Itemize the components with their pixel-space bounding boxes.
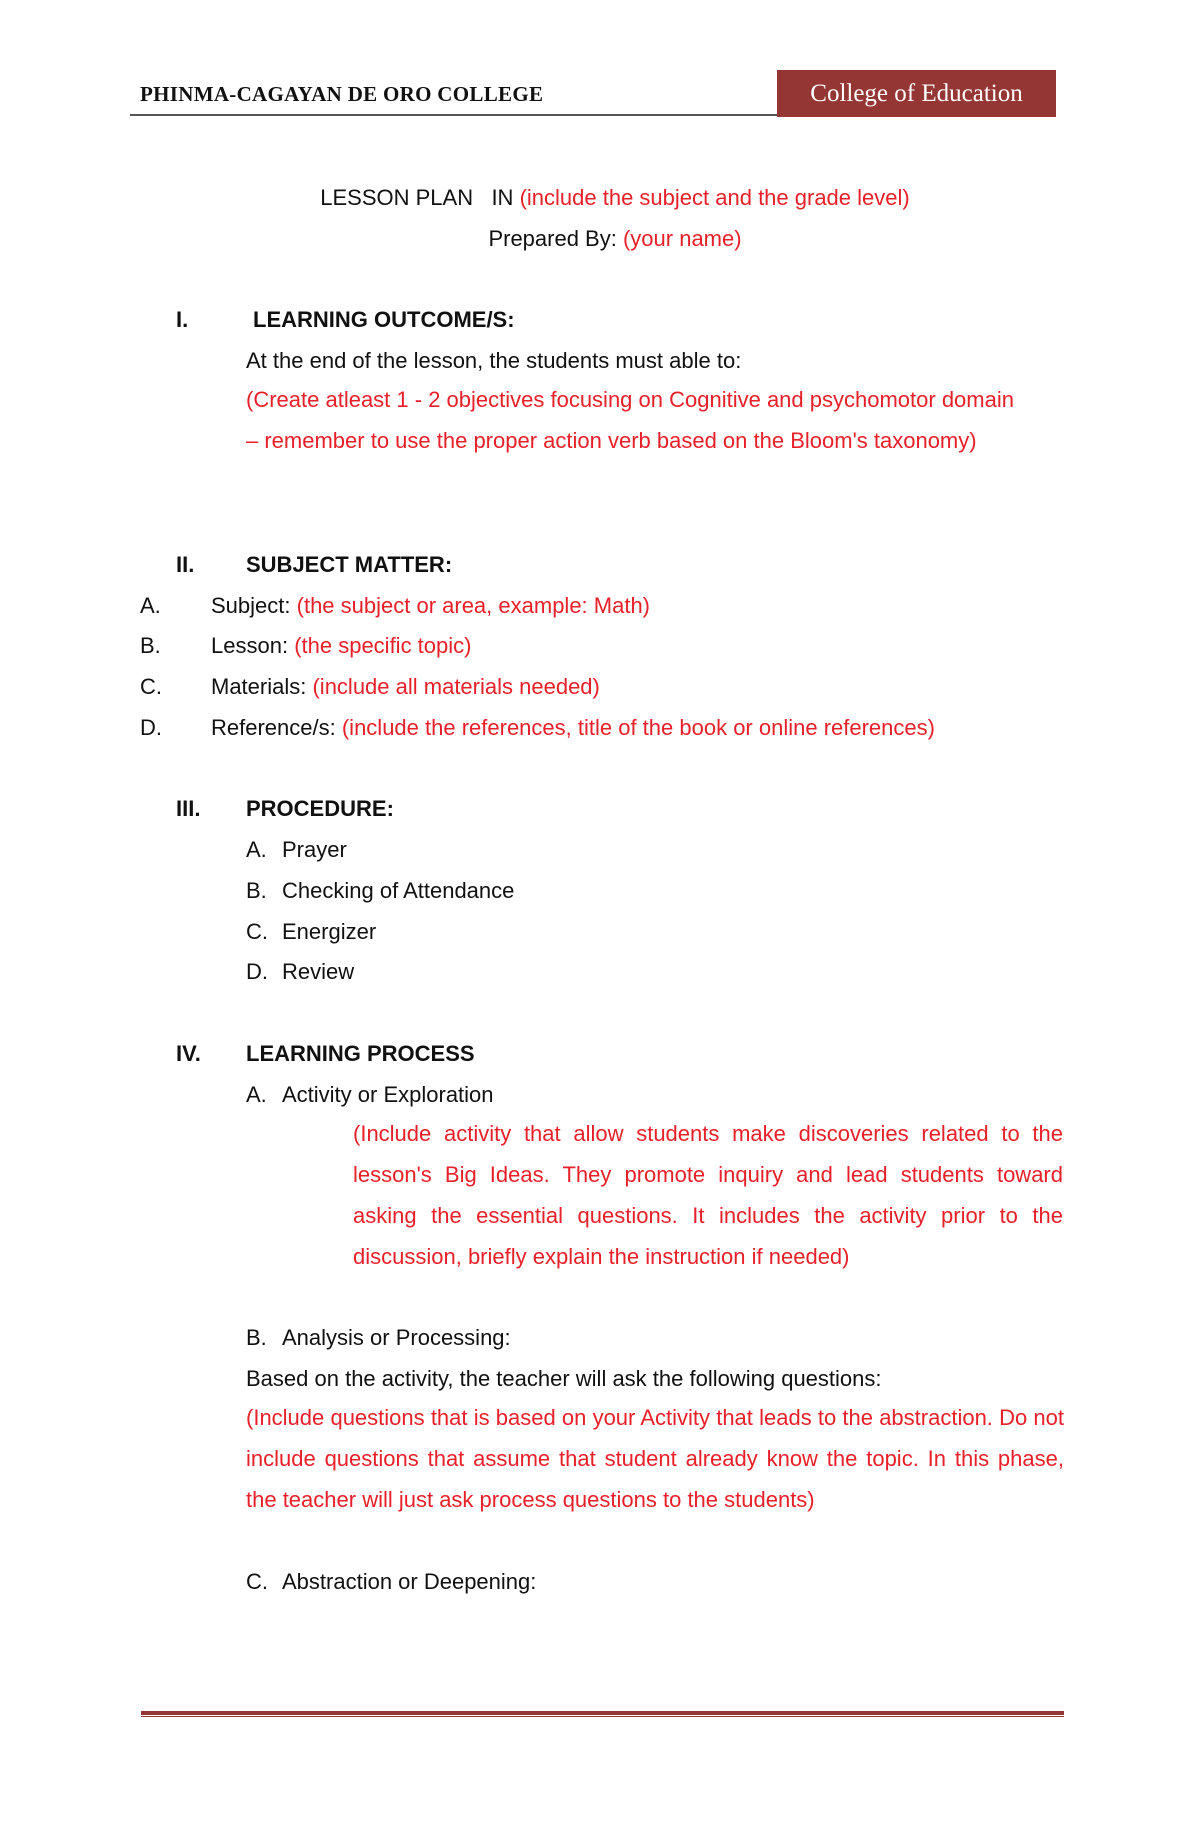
lesson-line — [211, 633, 471, 659]
prepared-label: Prepared By: — [488, 226, 617, 251]
materials-letter: C. — [140, 674, 162, 699]
section4-numeral: IV. — [176, 1041, 201, 1066]
section4-heading: LEARNING PROCESS — [246, 1041, 475, 1066]
lesson-label: Lesson: — [211, 633, 289, 658]
lesson-letter: B. — [140, 633, 161, 658]
prepared-by-line — [0, 226, 1200, 252]
materials-label: Materials: — [211, 674, 307, 699]
prepared-hint: (your name) — [622, 226, 742, 251]
materials-line — [211, 674, 600, 700]
section2-heading: SUBJECT MATTER: — [246, 552, 453, 577]
procedure-letter-c: C. — [246, 919, 268, 944]
procedure-item-prayer: Prayer — [282, 837, 347, 862]
section1-intro: At the end of the lesson, the students must able to: — [246, 348, 742, 373]
lesson-plan-title — [0, 185, 1200, 211]
procedure-letter-d: D. — [246, 959, 268, 984]
procedure-item-review: Review — [282, 959, 355, 984]
procedure-item-attendance: Checking of Attendance — [282, 878, 515, 903]
analysis-label: Analysis or Processing: — [282, 1325, 511, 1350]
section3-numeral: III. — [176, 796, 201, 821]
header-rule — [130, 114, 778, 116]
analysis-intro: Based on the activity, the teacher will ask the following questions: — [246, 1366, 882, 1391]
references-label: Reference/s: — [211, 715, 336, 740]
references-line — [211, 715, 935, 741]
procedure-letter-a: A. — [246, 837, 267, 862]
references-letter: D. — [140, 715, 162, 740]
subject-hint: (the subject or area, example: Math) — [296, 593, 651, 618]
abstraction-letter: C. — [246, 1569, 268, 1594]
activity-hint: (Include activity that allow students make discoveries related to the lesson's Big Ideas. They promote inquiry and lead students toward asking the essential questions. It includes the activity prior to the discussion, briefly explain the instruction if needed) — [353, 1121, 1063, 1269]
title-hint: (include the subject and the grade level) — [519, 185, 910, 210]
abstraction-label: Abstraction or Deepening: — [282, 1569, 537, 1594]
references-hint: (include the references, title of the book or online references) — [341, 715, 935, 740]
materials-hint: (include all materials needed) — [312, 674, 600, 699]
title-prefix: LESSON PLAN IN — [320, 185, 514, 210]
department-badge: College of Education — [777, 70, 1056, 117]
analysis-letter: B. — [246, 1325, 267, 1350]
footer-rule — [141, 1711, 1064, 1717]
analysis-hint: (Include questions that is based on your Activity that leads to the abstraction. Do not include questions that assume that student already know the topic. In this phase, the teacher will just ask process questions to the students) — [246, 1405, 1064, 1512]
college-name: PHINMA-CAGAYAN DE ORO COLLEGE — [140, 82, 544, 106]
activity-label: Activity or Exploration — [282, 1082, 494, 1107]
subject-letter: A. — [140, 593, 161, 618]
section1-heading: LEARNING OUTCOME/S: — [253, 307, 515, 332]
subject-label: Subject: — [211, 593, 291, 618]
section1-numeral: I. — [176, 307, 189, 332]
lesson-hint: (the specific topic) — [294, 633, 472, 658]
procedure-letter-b: B. — [246, 878, 267, 903]
section3-heading: PROCEDURE: — [246, 796, 394, 821]
procedure-item-energizer: Energizer — [282, 919, 377, 944]
section2-numeral: II. — [176, 552, 195, 577]
activity-letter: A. — [246, 1082, 267, 1107]
section1-hint: (Create atleast 1 - 2 objectives focusing on Cognitive and psychomotor domain – remember to use the proper action verb based on the Bloom's taxonomy) — [246, 387, 1014, 453]
subject-line — [211, 593, 650, 619]
